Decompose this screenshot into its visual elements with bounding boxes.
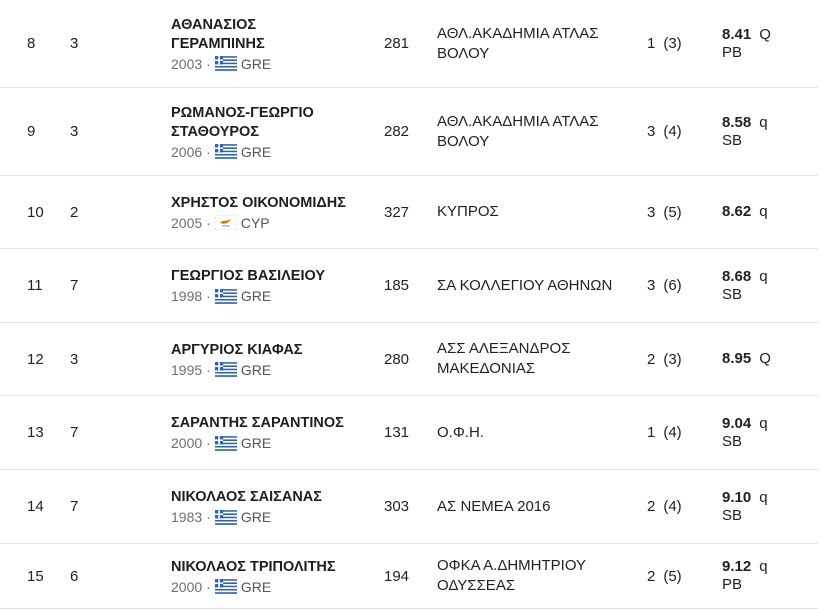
athlete-name[interactable] — [171, 194, 371, 213]
club-cell — [437, 88, 627, 175]
rank-cell: 15 — [27, 567, 44, 585]
club-cell — [437, 176, 627, 248]
greece-flag-icon — [215, 579, 237, 594]
heat-cell — [647, 396, 682, 469]
heat-cell — [647, 88, 682, 175]
athlete-name-line: ΝΙΚΟΛΑΟΣ ΤΡΙΠΟΛΙΤΗΣ — [171, 558, 336, 575]
rank-cell: 8 — [27, 35, 36, 52]
result-mark: 8.58 — [722, 113, 752, 131]
heat-cell — [647, 323, 682, 395]
club-cell — [437, 249, 627, 322]
club-cell — [437, 396, 627, 469]
birth-year: 2000 — [171, 435, 203, 451]
result-mark: 9.10 — [722, 488, 752, 506]
athlete-cell — [171, 544, 371, 608]
athlete-name-line: ΝΙΚΟΛΑΟΣ ΣΑΙΣΑΝΑΣ — [171, 489, 322, 505]
separator-dot: · — [206, 288, 211, 304]
qualification-flag: q — [759, 488, 768, 506]
result-cell — [722, 396, 812, 469]
birth-year: 1995 — [171, 361, 203, 378]
club-name-line: ΑΘΛ.ΑΚΑΔΗΜΙΑ ΑΤΛΑΣ — [437, 112, 599, 130]
bib-cell: 282 — [384, 123, 410, 140]
club-name — [437, 423, 484, 443]
qualification-flag: Q — [759, 25, 771, 43]
athlete-meta — [171, 435, 371, 451]
heat-position: (4) — [663, 498, 682, 515]
qualification-flag: q — [759, 267, 768, 285]
greece-flag-icon — [215, 56, 237, 71]
bib-cell: 303 — [384, 498, 410, 515]
bib-cell: 327 — [384, 203, 410, 221]
club-name-line: Ο.Φ.Η. — [437, 423, 484, 441]
greece-flag-icon — [215, 289, 237, 304]
club-cell — [437, 0, 627, 87]
heat-cell — [647, 0, 682, 87]
result-wrap — [722, 350, 771, 368]
country-code: GRE — [240, 361, 272, 378]
bib-cell: 185 — [384, 277, 410, 294]
table-row — [0, 0, 818, 88]
result-cell — [722, 176, 812, 248]
lane-cell: 7 — [70, 424, 79, 441]
athlete-name[interactable] — [171, 341, 371, 360]
heat-position: (6) — [663, 277, 682, 294]
club-name — [437, 24, 599, 64]
club-name — [437, 112, 599, 152]
record-note: SB — [722, 506, 743, 524]
separator-dot: · — [206, 435, 211, 451]
club-name — [437, 556, 586, 596]
lane-cell: 3 — [70, 123, 79, 140]
athlete-name[interactable] — [171, 558, 371, 577]
club-name-line: ΑΣ ΝΕΜΕΑ 2016 — [437, 497, 551, 515]
result-line — [722, 26, 771, 44]
club-name-line: ΜΑΚΕΔΟΝΙΑΣ — [437, 360, 536, 377]
separator-dot: · — [206, 214, 211, 231]
table-row — [0, 396, 818, 470]
lane-cell: 2 — [70, 203, 79, 221]
qualification-flag: q — [759, 558, 768, 575]
table-row — [0, 470, 818, 544]
country-code: GRE — [240, 55, 272, 72]
birth-year: 1998 — [171, 288, 203, 304]
table-row — [0, 88, 818, 176]
separator-dot: · — [206, 143, 211, 160]
heat-number: 1 — [647, 35, 656, 52]
athlete-cell — [171, 396, 371, 469]
result-line — [722, 489, 768, 507]
heat-cell — [647, 470, 682, 543]
result-wrap — [722, 203, 768, 221]
club-name-line: ΣΑ ΚΟΛΛΕΓΙΟΥ ΑΘΗΝΩΝ — [437, 276, 613, 294]
qualification-flag: Q — [759, 350, 771, 367]
record-note: PB — [722, 43, 743, 61]
result-line — [722, 415, 768, 433]
result-line — [722, 203, 768, 221]
club-name — [437, 497, 551, 517]
athlete-cell — [171, 470, 371, 543]
heat-position: (5) — [663, 203, 682, 221]
result-wrap — [722, 558, 768, 594]
club-name — [437, 276, 612, 296]
club-name-line: ΒΟΛΟΥ — [437, 132, 490, 150]
birth-year: 2005 — [171, 214, 203, 231]
birth-year: 2000 — [171, 578, 203, 595]
athlete-meta — [171, 509, 371, 525]
athlete-cell — [171, 88, 371, 175]
birth-year: 1983 — [171, 509, 203, 525]
club-name-line: ΚΥΠΡΟΣ — [437, 203, 499, 220]
bib-cell: 280 — [384, 350, 410, 368]
rank-cell: 12 — [27, 350, 44, 368]
lane-cell: 6 — [70, 567, 79, 585]
result-cell — [722, 0, 812, 87]
greece-flag-icon — [215, 436, 237, 451]
heat-number: 1 — [647, 424, 656, 441]
qualification-flag: q — [759, 414, 768, 432]
club-name-line: ΟΔΥΣΣΕΑΣ — [437, 577, 516, 594]
table-row — [0, 249, 818, 323]
result-line — [722, 268, 768, 286]
country-code: CYP — [240, 214, 270, 231]
result-wrap — [722, 114, 768, 150]
record-note: SB — [722, 131, 743, 149]
athlete-meta — [171, 144, 371, 160]
club-cell — [437, 323, 627, 395]
lane-cell: 7 — [70, 498, 79, 515]
athlete-cell — [171, 176, 371, 248]
heat-number: 2 — [647, 350, 656, 368]
athlete-name-line: ΓΕΩΡΓΙΟΣ ΒΑΣΙΛΕΙΟΥ — [171, 268, 326, 284]
athlete-meta — [171, 56, 371, 72]
result-wrap — [722, 268, 768, 304]
record-note: SB — [722, 285, 743, 303]
result-cell — [722, 323, 812, 395]
country-code: GRE — [240, 578, 272, 595]
result-mark: 9.12 — [722, 558, 752, 575]
result-mark: 8.95 — [722, 350, 752, 367]
separator-dot: · — [206, 55, 211, 72]
result-cell — [722, 470, 812, 543]
separator-dot: · — [206, 578, 211, 595]
result-mark: 9.04 — [722, 414, 752, 432]
result-cell — [722, 88, 812, 175]
rank-cell: 14 — [27, 498, 44, 515]
cyprus-flag-icon — [215, 215, 237, 230]
qualification-flag: q — [759, 203, 768, 220]
result-line — [722, 558, 768, 576]
club-name-line: ΑΣΣ ΑΛΕΞΑΝΔΡΟΣ — [437, 340, 571, 357]
heat-number: 3 — [647, 277, 656, 294]
heat-cell — [647, 176, 682, 248]
heat-position: (3) — [663, 350, 682, 368]
athlete-name-line: ΣΤΑΘΟΥΡΟΣ — [171, 123, 260, 140]
athlete-name[interactable] — [171, 267, 371, 286]
result-cell — [722, 544, 812, 608]
athlete-name-line: ΓΕΡΑΜΠΙΝΗΣ — [171, 35, 265, 52]
club-name — [437, 202, 499, 222]
club-name-line: ΟΦΚΑ Α.ΔΗΜΗΤΡΙΟΥ — [437, 557, 587, 574]
bib-cell: 194 — [384, 567, 410, 585]
record-note: SB — [722, 432, 743, 450]
athlete-name-line: ΑΡΓΥΡΙΟΣ ΚΙΑΦΑΣ — [171, 341, 303, 358]
heat-position: (5) — [663, 567, 682, 585]
result-mark: 8.62 — [722, 203, 752, 220]
country-code: GRE — [240, 143, 272, 160]
heat-position: (4) — [663, 123, 682, 140]
club-name-line: ΒΟΛΟΥ — [437, 44, 490, 62]
athlete-cell — [171, 323, 371, 395]
athlete-name[interactable] — [171, 16, 371, 54]
bib-cell: 131 — [384, 424, 410, 441]
rank-cell: 10 — [27, 203, 44, 221]
result-wrap — [722, 489, 768, 525]
athlete-name-line: ΡΩΜΑΝΟΣ-ΓΕΩΡΓΙΟ — [171, 104, 314, 121]
athlete-name-line: ΑΘΑΝΑΣΙΟΣ — [171, 16, 257, 33]
result-mark: 8.41 — [722, 25, 752, 43]
country-code: GRE — [240, 288, 272, 304]
separator-dot: · — [206, 361, 211, 378]
athlete-cell — [171, 249, 371, 322]
lane-cell: 3 — [70, 35, 79, 52]
record-note: PB — [722, 576, 743, 593]
greece-flag-icon — [215, 362, 237, 377]
club-name-line: ΑΘΛ.ΑΚΑΔΗΜΙΑ ΑΤΛΑΣ — [437, 24, 599, 42]
birth-year: 2003 — [171, 55, 203, 72]
lane-cell: 7 — [70, 277, 79, 294]
club-cell — [437, 470, 627, 543]
result-mark: 8.68 — [722, 267, 752, 285]
athlete-name-line: ΣΑΡΑΝΤΗΣ ΣΑΡΑΝΤΙΝΟΣ — [171, 415, 344, 431]
heat-number: 2 — [647, 498, 656, 515]
athlete-meta — [171, 579, 371, 595]
athlete-name-line: ΧΡΗΣΤΟΣ ΟΙΚΟΝΟΜΙΔΗΣ — [171, 194, 346, 211]
result-wrap — [722, 415, 768, 451]
heat-cell — [647, 249, 682, 322]
table-row — [0, 323, 818, 396]
greece-flag-icon — [215, 144, 237, 159]
heat-number: 3 — [647, 203, 656, 221]
bib-cell: 281 — [384, 35, 410, 52]
result-wrap — [722, 26, 771, 62]
rank-cell: 9 — [27, 123, 36, 140]
country-code: GRE — [240, 435, 272, 451]
rank-cell: 13 — [27, 424, 44, 441]
heat-number: 2 — [647, 567, 656, 585]
athlete-meta — [171, 215, 371, 231]
result-cell — [722, 249, 812, 322]
athlete-meta — [171, 288, 371, 304]
rank-cell: 11 — [27, 277, 43, 294]
club-name — [437, 339, 570, 379]
athlete-name[interactable] — [171, 488, 371, 507]
athlete-cell — [171, 0, 371, 87]
heat-position: (4) — [663, 424, 682, 441]
heat-position: (3) — [663, 35, 682, 52]
table-row — [0, 176, 818, 249]
heat-cell — [647, 544, 682, 608]
athlete-name[interactable] — [171, 414, 371, 433]
table-row — [0, 544, 818, 609]
athlete-meta — [171, 362, 371, 378]
qualification-flag: q — [759, 113, 768, 131]
greece-flag-icon — [215, 510, 237, 525]
lane-cell: 3 — [70, 350, 79, 368]
result-line — [722, 350, 771, 368]
club-cell — [437, 544, 627, 608]
country-code: GRE — [240, 509, 272, 525]
birth-year: 2006 — [171, 143, 203, 160]
result-line — [722, 114, 768, 132]
separator-dot: · — [206, 509, 211, 525]
heat-number: 3 — [647, 123, 656, 140]
athlete-name[interactable] — [171, 104, 371, 142]
